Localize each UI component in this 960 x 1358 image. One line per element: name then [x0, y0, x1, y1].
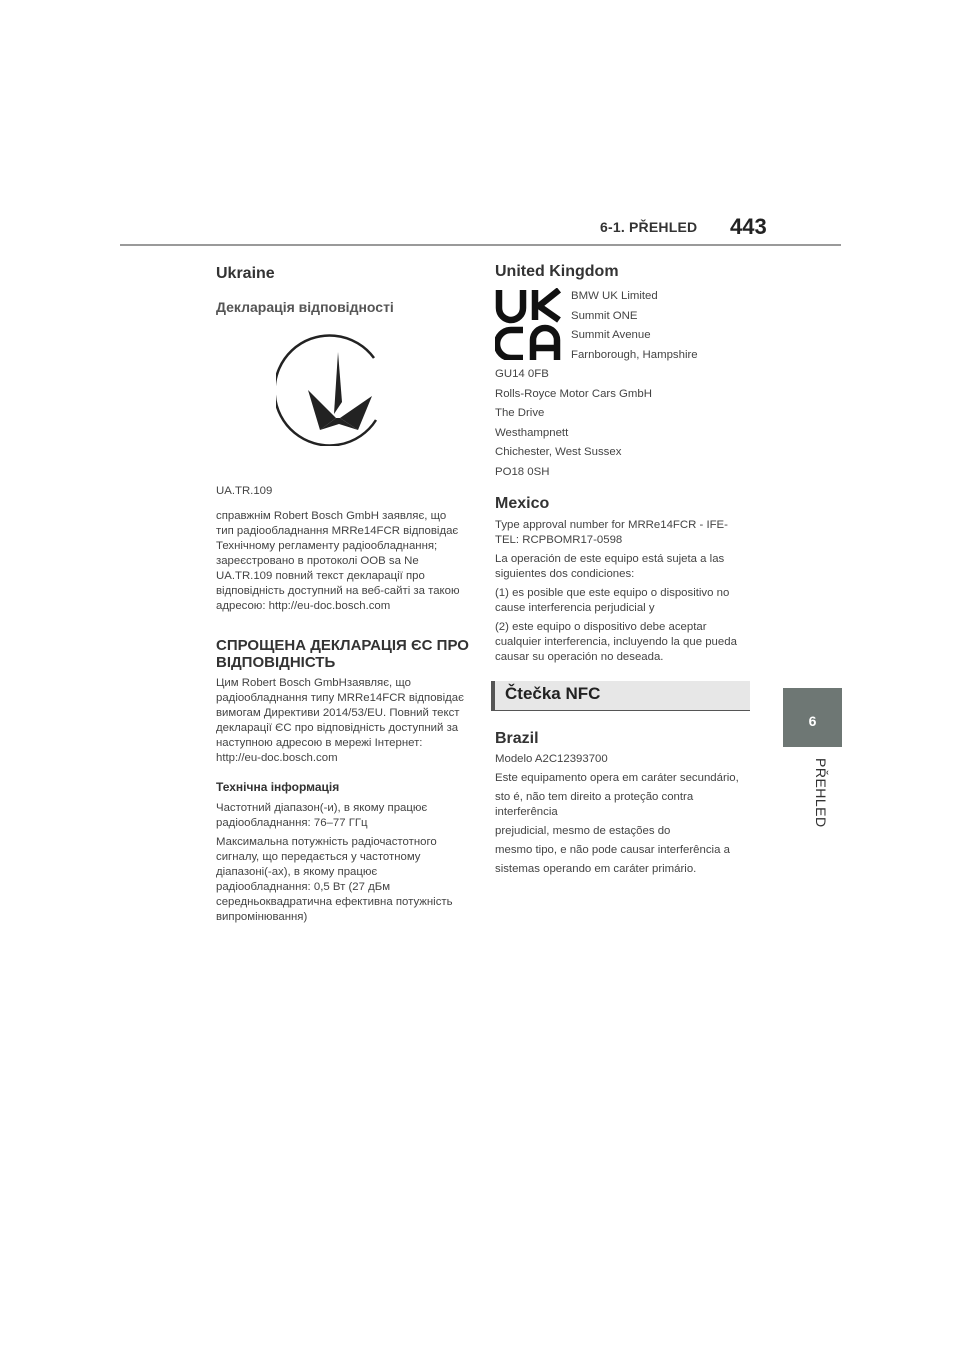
uk-address-line: The Drive	[495, 407, 545, 419]
mexico-paragraph: La operación de este equipo está sujeta a las siguientes dos condiciones:	[495, 553, 725, 580]
mexico-body	[495, 518, 750, 669]
uk-address-line: Summit ONE	[571, 309, 638, 322]
uk-address-block	[571, 289, 698, 367]
eu-declaration-text: Цим Robert Bosch GmbHзаявляє, що радіообладнання типу MRRe14FCR відповідає вимогам Директиви 2014/53/EU. Повний текст декларації ЄС про відповідність доступний за наступною адресою в мережі Інтернет: http://eu-doc.bosch.com	[216, 677, 464, 764]
ukraine-subheading: Декларація відповідності	[216, 299, 394, 315]
uk-address-line: Farnborough, Hampshire	[571, 348, 698, 361]
uk-address-line: Summit Avenue	[571, 329, 651, 341]
brazil-body	[495, 752, 750, 881]
uk-address-line: GU14 0FB	[495, 368, 549, 380]
brazil-paragraph: sto é, não tem direito a proteção contra interferência	[495, 791, 694, 818]
ukraine-statement: справжнім Robert Bosch GmbH заявляє, що тип радіообладнання MRRe14FCR відповідає Технічному регламенту радіообладнання; зареєстровано в протоколі OOB sa Ne UA.TR.109 повний текст декларації про відповідність доступний на веб-сайті за такою адресою: http://eu-doc.bosch.com	[216, 510, 460, 612]
uk-address-line: Chichester, West Sussex	[495, 446, 622, 458]
ukraine-heading: Ukraine	[216, 265, 275, 282]
brazil-heading: Brazil	[495, 730, 539, 747]
mexico-paragraph: Type approval number for MRRe14FCR - IFE-TEL: RCPBOMR17-0598	[495, 519, 728, 546]
mexico-paragraph: (2) este equipo o dispositivo debe aceptar cualquier interferencia, incluyendo la que pueda causar su operación no deseada.	[495, 621, 737, 663]
ukraine-registration-code: UA.TR.109	[216, 485, 273, 497]
chapter-title: 6-1. PŘEHLED	[600, 219, 698, 235]
header-divider	[120, 244, 841, 246]
page-number: 443	[730, 214, 767, 239]
uk-heading: United Kingdom	[495, 263, 619, 280]
technical-frequency-text: Частотний діапазон(-и), в якому працює радіообладнання: 76–77 ГГц	[216, 802, 428, 829]
uk-address-continued	[495, 367, 652, 484]
brazil-paragraph: mesmo tipo, e não pode causar interferência a	[495, 844, 730, 856]
mexico-paragraph: (1) es posible que este equipo o dispositivo no cause interferencia perjudicial y	[495, 587, 730, 614]
uk-address-line: Westhampnett	[495, 426, 569, 439]
technical-power-text: Максимальна потужність радіочастотного сигналу, що передається у частотному діапазоні(-ах), в якому працює радіообладнання: 0,5 Вт (27 дБм середньоквадратична ефективна потужність випромінювання)	[216, 836, 453, 923]
uk-address-line: Rolls-Royce Motor Cars GmbH	[495, 387, 652, 400]
uk-address-line: BMW UK Limited	[571, 290, 658, 302]
uk-address-line: PO18 0SH	[495, 465, 550, 478]
nfc-section-title: Čtečka NFC	[505, 684, 601, 703]
technical-info-heading: Технічна інформація	[216, 780, 340, 794]
chapter-side-label: PŘEHLED	[813, 758, 829, 828]
eu-declaration-heading: СПРОЩЕНА ДЕКЛАРАЦІЯ ЄС ПРО ВІДПОВІДНІСТЬ	[216, 637, 469, 671]
brazil-paragraph: prejudicial, mesmo de estações do	[495, 825, 671, 837]
brazil-paragraph: Este equipamento opera em caráter secundário,	[495, 772, 739, 784]
ukca-mark-icon	[495, 288, 563, 360]
chapter-tab-number: 6	[808, 713, 817, 729]
brazil-paragraph: sistemas operando em caráter primário.	[495, 863, 697, 875]
ukrainian-conformity-mark-icon	[276, 330, 392, 446]
brazil-paragraph: Modelo A2C12393700	[495, 753, 608, 765]
mexico-heading: Mexico	[495, 495, 550, 512]
